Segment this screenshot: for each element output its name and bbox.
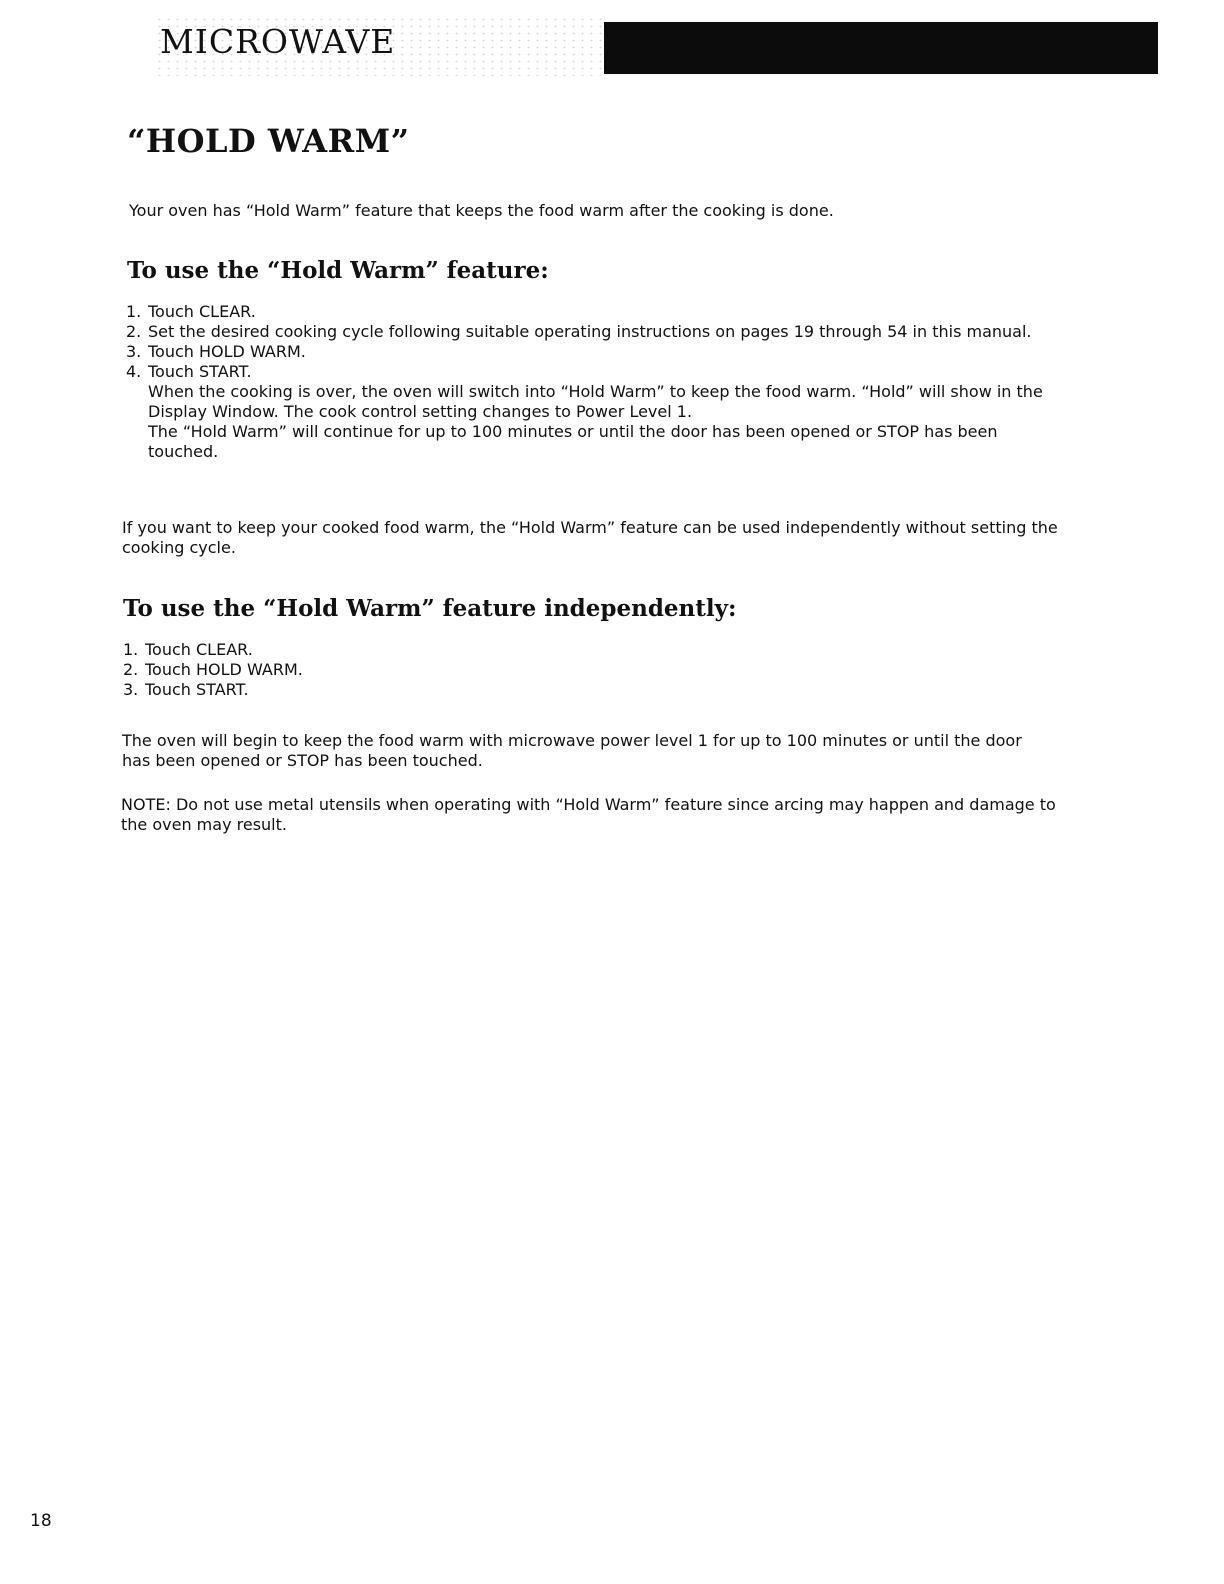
list-item (123, 680, 1043, 700)
step-number: 2. (126, 322, 142, 341)
section-heading-hold-warm: To use the “Hold Warm” feature: (127, 257, 549, 284)
header-black-bar (604, 22, 1158, 74)
list-item (126, 302, 1046, 322)
step-text: Touch START. (148, 362, 252, 381)
intro-paragraph: Your oven has “Hold Warm” feature that keeps the food warm after the cooking is done. (129, 201, 834, 220)
step-text: Set the desired cooking cycle following suitable operating instructions on pages 19 through 54 in this manual. (148, 322, 1032, 341)
independent-use-paragraph: If you want to keep your cooked food warm, the “Hold Warm” feature can be used independently without setting the cooking cycle. (122, 518, 1058, 557)
step-number: 1. (126, 302, 142, 321)
list-item (123, 640, 1043, 660)
step-text: Touch HOLD WARM. (145, 660, 303, 679)
step-text: Touch START. (145, 680, 249, 699)
steps-list-independent (123, 640, 1043, 700)
list-item (126, 342, 1046, 362)
steps-list-hold-warm (126, 302, 1046, 462)
step-text: Touch CLEAR. (148, 302, 256, 321)
step-detail: The “Hold Warm” will continue for up to 100 minutes or until the door has been opened or STOP has been touched. (148, 422, 998, 461)
step-number: 2. (123, 660, 139, 679)
list-item (126, 322, 1046, 342)
list-item (123, 660, 1043, 680)
step-detail: When the cooking is over, the oven will switch into “Hold Warm” to keep the food warm. “Hold” will show in the Display Window. The cook control setting changes to Power Level 1. (148, 382, 1043, 421)
section-header-word: MICROWAVE (160, 22, 396, 61)
step-number: 3. (123, 680, 139, 699)
note-label: NOTE: (121, 795, 171, 814)
section-heading-independent: To use the “Hold Warm” feature independently: (123, 595, 737, 622)
note-block (121, 795, 1071, 835)
step-number: 1. (123, 640, 139, 659)
note-text: Do not use metal utensils when operating with “Hold Warm” feature since arcing may happen and damage to the oven may result. (121, 795, 1056, 834)
list-item (126, 362, 1046, 462)
step-number: 3. (126, 342, 142, 361)
step-number: 4. (126, 362, 142, 381)
result-paragraph: The oven will begin to keep the food warm with microwave power level 1 for up to 100 minutes or until the door has been opened or STOP has been touched. (122, 731, 1022, 770)
page-number: 18 (30, 1511, 52, 1531)
step-text: Touch HOLD WARM. (148, 342, 306, 361)
step-text: Touch CLEAR. (145, 640, 253, 659)
page-title: “HOLD WARM” (127, 122, 410, 160)
